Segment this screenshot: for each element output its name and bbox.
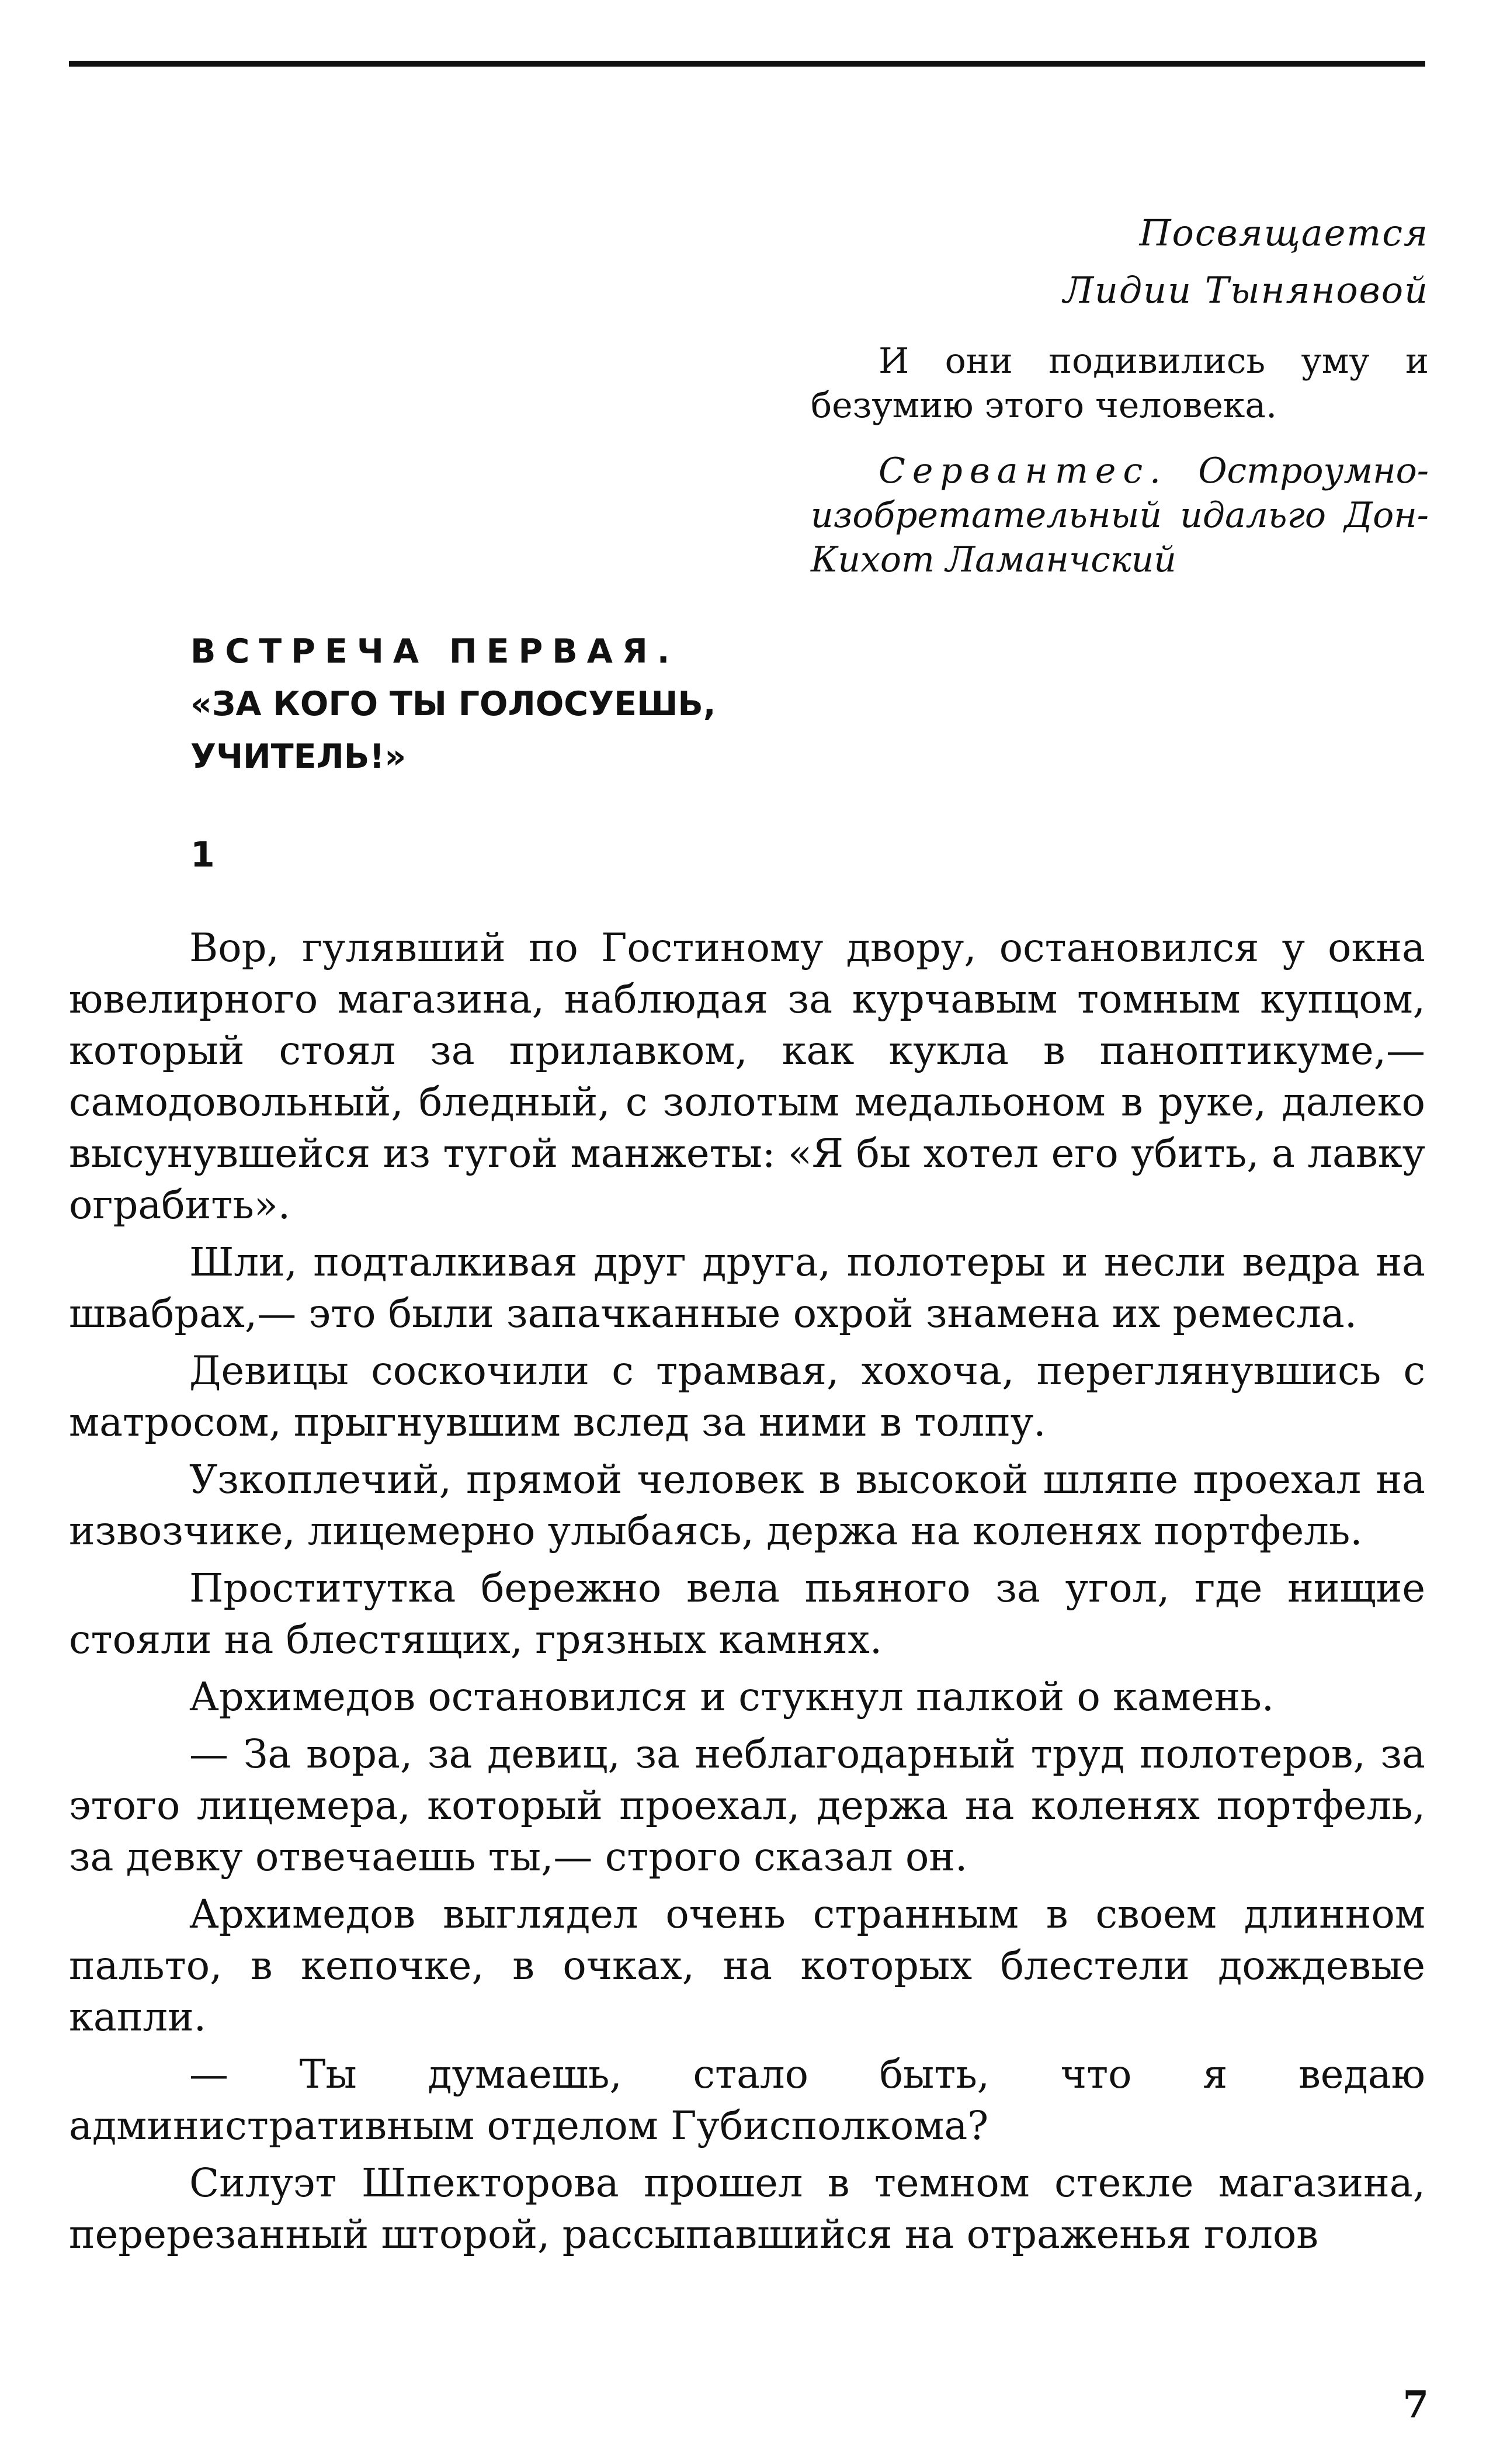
epigraph [811, 339, 1429, 582]
epigraph-author: Сервантес. [879, 450, 1168, 491]
page-number: 7 [1402, 2383, 1429, 2427]
epigraph-source: Остроумно-изобретательный идальго Дон-Кихот Ламанчский [811, 450, 1429, 580]
paragraph: Узкоплечий, прямой человек в высокой шляпе проехал на извозчике, лицемерно улыбаясь, держа на коленях портфель. [69, 1457, 1425, 1554]
paragraph: — Ты думаешь, стало быть, что я ведаю административным отделом Губисполкома? [69, 2051, 1425, 2148]
chapter-heading-line-2: «ЗА КОГО ТЫ ГОЛОСУЕШЬ, [190, 685, 716, 723]
top-rule [69, 61, 1425, 67]
body-text [69, 922, 1425, 2266]
epigraph-text: И они подивились уму и безумию этого человека. [811, 341, 1429, 426]
dedication-line-2: Лидии Тыняновой [1063, 269, 1429, 311]
paragraph: Шли, подталкивая друг друга, полотеры и несли ведра на швабрах,— это были запачканные охрой знамена их ремесла. [69, 1239, 1425, 1336]
dedication-line-1: Посвящается [1139, 212, 1429, 254]
section-number: 1 [190, 834, 215, 875]
dedication [1063, 205, 1429, 319]
paragraph: Силуэт Шпекторова прошел в темном стекле магазина, перерезанный шторой, рассыпавшийся на отраженья голов [69, 2160, 1425, 2257]
chapter-heading-line-3: УЧИТЕЛЬ!» [190, 737, 407, 776]
paragraph: Архимедов остановился и стукнул палкой о камень. [189, 1674, 1275, 1720]
chapter-heading [190, 625, 716, 783]
paragraph: Вор, гулявший по Гостиному двору, остановился у окна ювелирного магазина, наблюдая за курчавым томным купцом, который стоял за прилавком, как кукла в паноптикуме,— самодовольный, бледный, с золотым медальоном в руке, далеко высунувшейся из тугой манжеты: «Я бы хотел его убить, а лавку ограбить». [69, 925, 1425, 1228]
epigraph-attribution [811, 449, 1429, 582]
paragraph: Проститутка бережно вела пьяного за угол, где нищие стояли на блестящих, грязных камнях. [69, 1565, 1425, 1662]
chapter-heading-line-1: ВСТРЕЧА ПЕРВАЯ. [190, 632, 679, 671]
paragraph: Девицы соскочили с трамвая, хохоча, переглянувшись с матросом, прыгнувшим вслед за ними в толпу. [69, 1348, 1425, 1445]
paragraph: Архимедов выглядел очень странным в своем длинном пальто, в кепочке, в очках, на которых блестели дождевые капли. [69, 1891, 1425, 2040]
paragraph: — За вора, за девиц, за неблагодарный труд полотеров, за этого лицемера, который проехал, держа на коленях портфель, за девку отвечаешь ты,— строго сказал он. [69, 1731, 1425, 1880]
